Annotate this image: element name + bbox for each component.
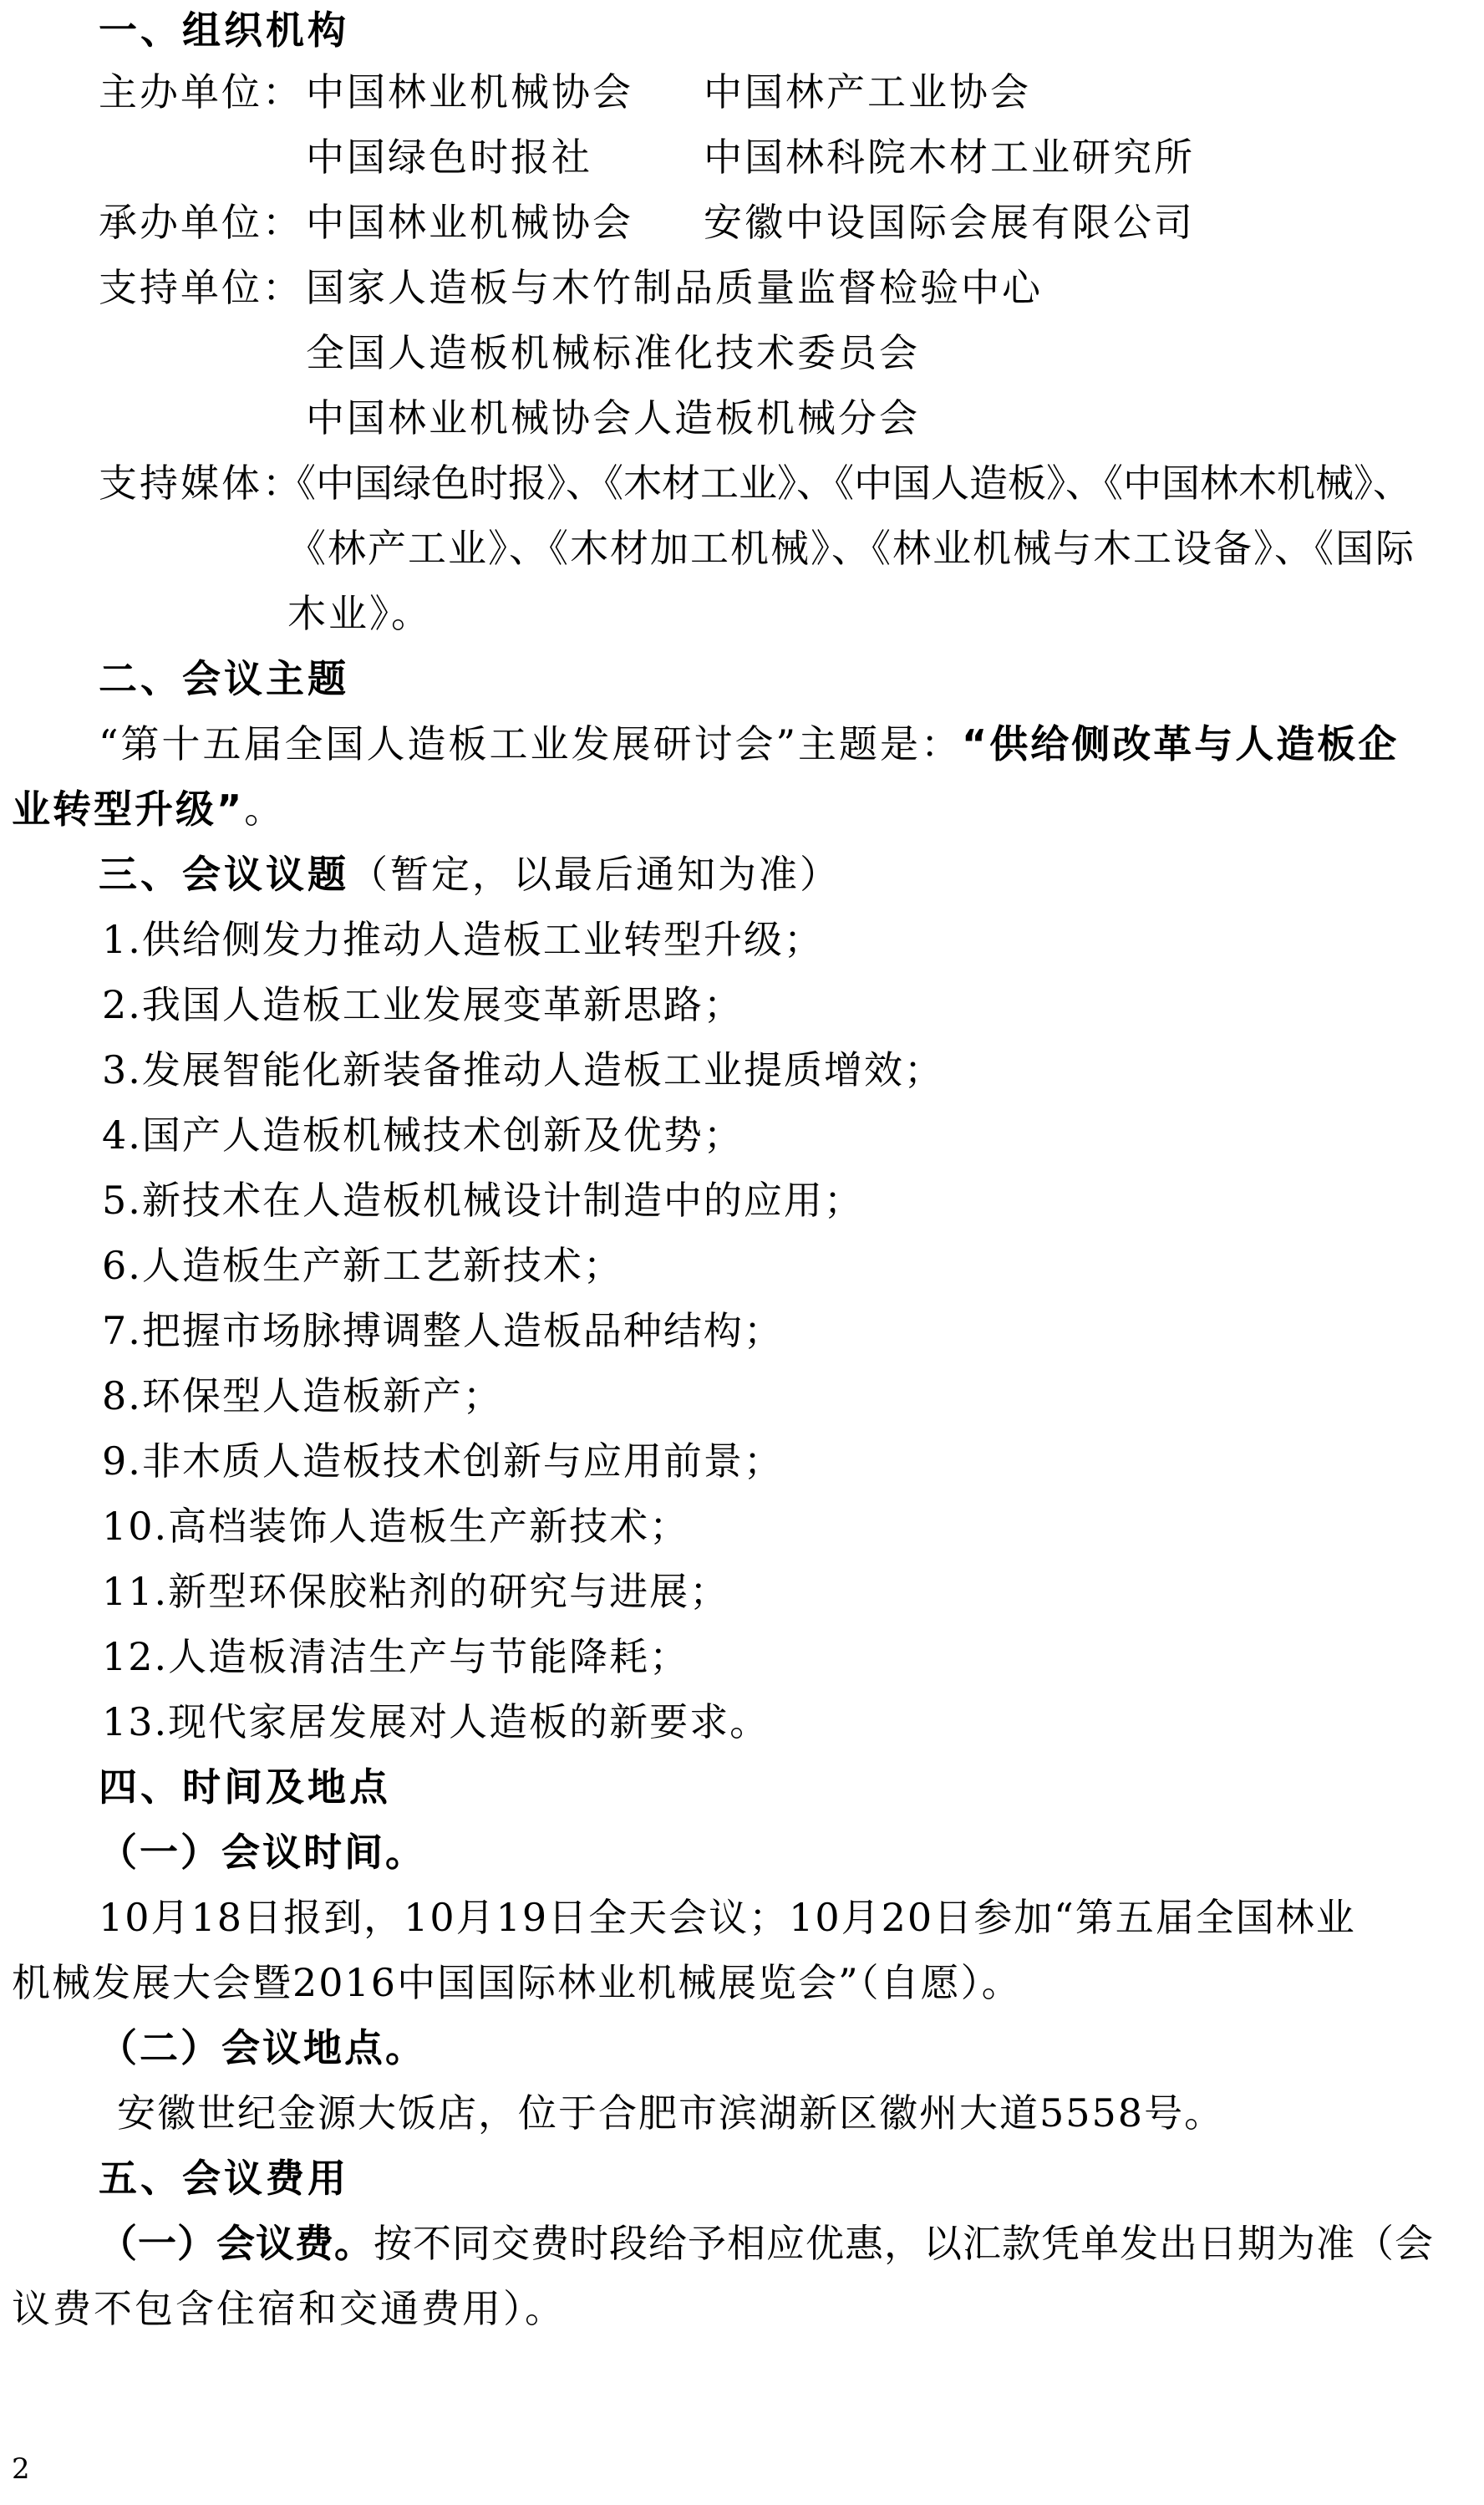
page-number: 2 (12, 2452, 30, 2486)
section-heading-fees: 五、会议费用 (99, 2156, 349, 2201)
subheading-place: （二）会议地点。 (99, 2025, 426, 2070)
fee-line: 按不同交费时段给予相应优惠，以汇款凭单发出日期为准（会 (374, 2221, 1434, 2266)
media-line: 木业》。 (287, 591, 432, 636)
topic-item: 8.环保型人造板新产； (102, 1373, 503, 1418)
topic-item: 11.新型环保胶粘剂的研究与进展； (102, 1569, 730, 1614)
fee-subheading: （一）会议费。 (99, 2221, 374, 2266)
support-label: 支持单位： (99, 265, 303, 310)
topic-item: 3.发展智能化新装备推动人造板工业提质增效； (102, 1047, 944, 1092)
time-text: 10月18日报到，10月19日全天会议；10月20日参加“第五届全国林业 (99, 1895, 1356, 1940)
time-text: 机械发展大会暨2016中国国际林业机械展览会”（自愿）。 (12, 1960, 1022, 2005)
support-item: 国家人造板与木竹制品质量监督检验中心 (306, 265, 1043, 310)
topic-item: 13.现代家居发展对人造板的新要求。 (102, 1699, 770, 1744)
topics-note: （暂定，以最后通知为准） (349, 852, 841, 897)
media-line: 《中国绿色时报》、《木材工业》、《中国人造板》、《中国林木机械》、 (277, 461, 1411, 506)
media-label: 支持媒体： (99, 461, 303, 506)
theme-suffix: 。 (244, 787, 286, 832)
theme-title: “供给侧改革与人造板企 (962, 721, 1400, 766)
place-text: 安徽世纪金源大饭店，位于合肥市滨湖新区徽州大道5558号。 (117, 2090, 1225, 2136)
fee-text-continued: 议费不包含住宿和交通费用）。 (12, 2286, 566, 2331)
organizer-label: 承办单位： (99, 200, 303, 245)
media-line: 《林产工业》、《木材加工机械》、《林业机械与木工设备》、《国际 (287, 526, 1415, 571)
topic-item: 5.新技术在人造板机械设计制造中的应用； (102, 1178, 864, 1223)
section-heading-topics (99, 849, 841, 899)
host-item: 中国林业机械协会 (306, 69, 633, 115)
host-item: 中国绿色时报社 (306, 135, 592, 180)
topic-item: 10.高档装饰人造板生产新技术； (102, 1504, 690, 1549)
theme-title: 业转型升级” (12, 787, 245, 832)
fee-text (99, 2218, 1434, 2268)
topic-item: 2.我国人造板工业发展变革新思路； (102, 982, 744, 1027)
section-heading-organization: 一、组织机构 (99, 8, 349, 53)
host-item: 中国林产工业协会 (704, 69, 1031, 115)
section-heading-topics-title: 三、会议议题 (99, 852, 349, 897)
subheading-time: （一）会议时间。 (99, 1830, 426, 1875)
topic-item: 1.供给侧发力推动人造板工业转型升级； (102, 917, 824, 962)
section-heading-time-place: 四、时间及地点 (99, 1764, 391, 1810)
organizer-item: 安徽中设国际会展有限公司 (704, 200, 1195, 245)
topic-item: 7.把握市场脉搏调整人造板品种结构； (102, 1308, 784, 1353)
host-label: 主办单位： (99, 69, 303, 115)
theme-text-continued (12, 784, 285, 834)
support-item: 全国人造板机械标准化技术委员会 (306, 330, 920, 375)
theme-text (99, 719, 1399, 769)
host-item: 中国林科院木材工业研究所 (704, 135, 1195, 180)
topic-item: 6.人造板生产新工艺新技术； (102, 1243, 623, 1288)
topic-item: 4.国产人造板机械技术创新及优势； (102, 1112, 744, 1158)
topic-item: 12.人造板清洁生产与节能降耗； (102, 1634, 690, 1679)
support-item: 中国林业机械协会人造板机械分会 (306, 395, 920, 440)
organizer-item: 中国林业机械协会 (306, 200, 633, 245)
section-heading-theme: 二、会议主题 (99, 656, 349, 701)
topic-item: 9.非木质人造板技术创新与应用前景； (102, 1438, 784, 1484)
theme-prefix: “第十五届全国人造板工业发展研讨会”主题是： (99, 721, 963, 766)
